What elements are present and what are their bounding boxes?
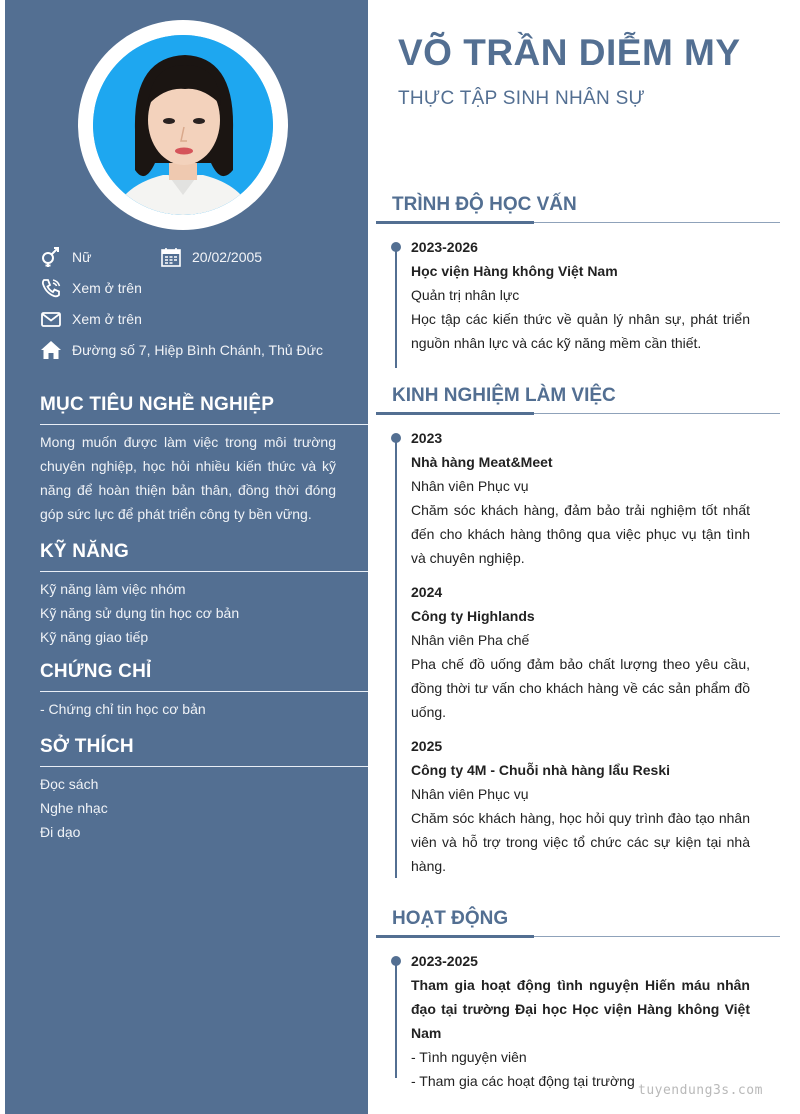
education-heading: TRÌNH ĐỘ HỌC VẤN	[392, 194, 577, 215]
objective-divider	[40, 424, 368, 425]
list-item: Kỹ năng sử dụng tin học cơ bản	[40, 605, 240, 621]
skills-divider	[40, 571, 368, 572]
entry-detail: - Tình nguyện viên	[411, 1049, 527, 1065]
gender-icon	[40, 246, 62, 268]
home-icon	[40, 339, 62, 361]
entry-detail: - Tham gia các hoạt động tại trường	[411, 1073, 635, 1089]
phone-icon	[40, 277, 62, 299]
hobbies-list	[40, 772, 108, 844]
experience-entry	[411, 734, 750, 878]
entry-organization: Công ty Highlands	[411, 608, 535, 624]
list-item: - Chứng chỉ tin học cơ bản	[40, 701, 206, 717]
timeline-dot	[391, 433, 401, 443]
hobbies-heading: SỞ THÍCH	[40, 736, 134, 757]
list-item: Kỹ năng giao tiếp	[40, 629, 149, 645]
avatar-frame	[78, 20, 288, 230]
experience-divider-accent	[376, 412, 534, 415]
entry-year: 2023-2025	[411, 953, 478, 969]
list-item: Đi dạo	[40, 824, 81, 840]
timeline-dot	[391, 956, 401, 966]
entry-year: 2025	[411, 738, 443, 754]
hobbies-divider	[40, 766, 368, 767]
entry-organization: Học viện Hàng không Việt Nam	[411, 263, 618, 279]
activity-entry	[411, 949, 750, 1093]
candidate-role: THỰC TẬP SINH NHÂN SỰ	[398, 88, 646, 109]
activities-divider-accent	[376, 935, 534, 938]
education-divider-accent	[376, 221, 534, 224]
gender-row	[40, 245, 91, 269]
entry-position: Nhân viên Phục vụ	[411, 478, 529, 494]
skills-heading: KỸ NĂNG	[40, 541, 130, 562]
certificates-divider	[40, 691, 368, 692]
certificates-list	[40, 697, 206, 721]
objective-text: Mong muốn được làm việc trong môi trường chuyên nghiệp, học hỏi nhiều kiến thức và kỹ năng để hoàn thiện bản thân, đồng thời đóng góp sức lực để phát triển công ty bền vững.	[40, 434, 336, 522]
entry-organization: Tham gia hoạt động tình nguyện Hiến máu nhân đạo tại trường Đại học Học viện Hàng không Việt Nam	[411, 977, 750, 1041]
entry-year: 2024	[411, 584, 443, 600]
phone-value: Xem ở trên	[72, 280, 142, 296]
entry-organization: Công ty 4M - Chuỗi nhà hàng lẩu Reski	[411, 762, 671, 778]
experience-heading: KINH NGHIỆM LÀM VIỆC	[392, 385, 616, 406]
phone-row	[40, 276, 142, 300]
entry-description: Chăm sóc khách hàng, đảm bảo trải nghiệm tốt nhất đến cho khách hàng thông qua việc phục vụ tận tình và chuyên nghiệp.	[411, 502, 750, 566]
dob-row	[160, 245, 262, 269]
list-item: Kỹ năng làm việc nhóm	[40, 581, 186, 597]
list-item: Đọc sách	[40, 776, 99, 792]
calendar-icon	[160, 246, 182, 268]
timeline-dot	[391, 242, 401, 252]
candidate-name: VÕ TRẦN DIỄM MY	[398, 32, 741, 73]
experience-entry	[411, 580, 750, 724]
address-value: Đường số 7, Hiệp Bình Chánh, Thủ Đức	[72, 342, 324, 358]
entry-position: Nhân viên Pha chế	[411, 632, 530, 648]
entry-description: Pha chế đồ uống đảm bảo chất lượng theo yêu cầu, đồng thời tư vấn cho khách hàng về các sản phẩm đồ uống.	[411, 656, 750, 720]
activities-timeline	[395, 960, 397, 1078]
dob-value: 20/02/2005	[192, 249, 263, 265]
entry-position: Nhân viên Phục vụ	[411, 786, 529, 802]
activities-heading: HOẠT ĐỘNG	[392, 908, 509, 929]
education-entry	[411, 235, 750, 355]
certificates-heading: CHỨNG CHỈ	[40, 661, 152, 682]
email-row	[40, 307, 142, 331]
avatar	[93, 35, 273, 215]
entry-description: Chăm sóc khách hàng, học hỏi quy trình đào tạo nhân viên và hỗ trợ trong việc tổ chức các sự kiện tại nhà hàng.	[411, 810, 750, 874]
entry-year: 2023-2026	[411, 239, 478, 255]
experience-entry	[411, 426, 750, 570]
sidebar	[5, 0, 368, 1114]
mail-icon	[40, 308, 62, 330]
entry-position: Quản trị nhân lực	[411, 287, 520, 303]
watermark: tuyendung3s.com	[638, 1083, 763, 1098]
entry-description: Học tập các kiến thức về quản lý nhân sự, phát triển nguồn nhân lực và các kỹ năng mềm cần thiết.	[411, 311, 750, 351]
skills-list	[40, 577, 239, 649]
entry-organization: Nhà hàng Meat&Meet	[411, 454, 553, 470]
portrait-photo	[93, 35, 273, 215]
experience-timeline	[395, 437, 397, 878]
list-item: Nghe nhạc	[40, 800, 108, 816]
address-row	[40, 338, 323, 362]
entry-year: 2023	[411, 430, 443, 446]
gender-value: Nữ	[72, 249, 92, 265]
education-timeline	[395, 246, 397, 368]
objective-heading: MỤC TIÊU NGHỀ NGHIỆP	[40, 394, 275, 415]
email-value: Xem ở trên	[72, 311, 142, 327]
